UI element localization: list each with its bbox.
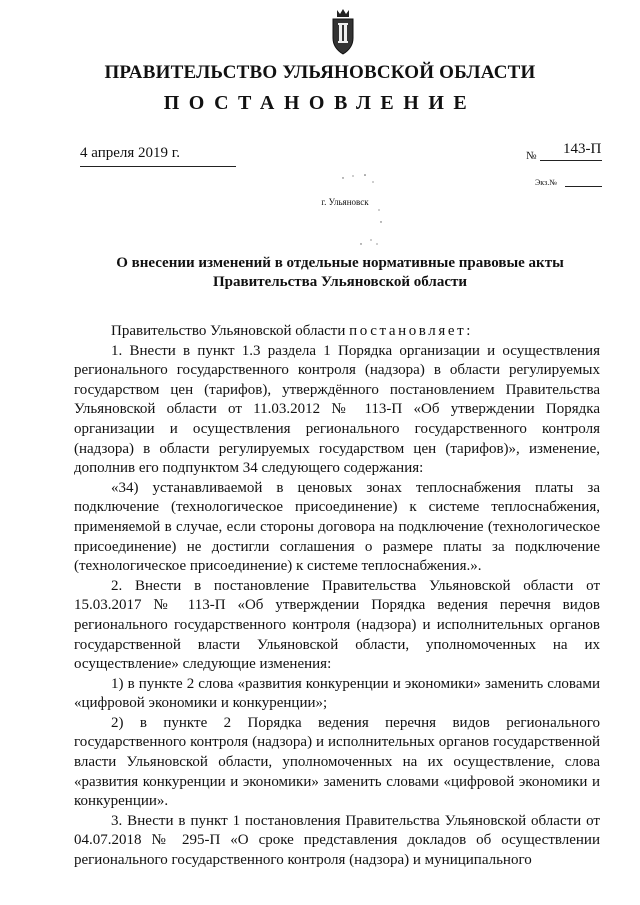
document-heading [60,254,620,292]
document-date: 4 апреля 2019 г. [80,145,180,161]
ulyanovsk-coat-of-arms-icon [330,8,356,56]
paragraph-1-quote: «34) устанавливаемой в ценовых зонах теплоснабжения платы за подключение (технологическое присоединение) к системе теплоснабжения, применяемой в случае, если стороны договора на подключение (технологическое присоединение) не достигли соглашения о размере платы за подключение (технологическое присоединение) к системе теплоснабжения.». [74,479,600,575]
scan-specks [335,170,385,250]
paragraph-1: 1. Внести в пункт 1.3 раздела 1 Порядка организации и осуществления регионального государственного контроля (надзора) в области регулируемых государством цен (тарифов), утверждённого постановлением Правительства Ульяновской области от 11.03.2012 № 113-П «Об утверждении Порядка организации и осуществления регионального государственного контроля (надзора) в области регулируемых государством цен (тарифов)», изменение, дополнив его подпунктом 34 следующего содержания: [74,342,600,477]
intro-action: постановляет: [349,323,474,339]
heading-line-1: О внесении изменений в отдельные нормативные правовые акты [116,255,564,271]
number-label: № [526,150,537,162]
heading-line-2: Правительства Ульяновской области [212,274,468,290]
document-type: ПОСТАНОВЛЕНИЕ [163,92,477,114]
document-body [74,322,600,871]
document-number: 143-П [563,141,602,157]
city-name: г. Ульяновск [321,197,369,207]
paragraph-2: 2. Внести в постановление Правительства Ульяновской области от 15.03.2017 № 113-П «Об утверждении Порядка ведения перечня видов регионального государственного контроля (надзора) и исполнительных органов государственной власти Ульяновской области, уполномоченных на их осуществление» следующие изменения: [74,577,600,673]
number-underline [540,160,602,161]
intro-prefix: Правительство Ульяновской области [111,323,350,339]
date-underline [80,166,236,167]
intro-paragraph [74,322,600,342]
paragraph-3: 3. Внести в пункт 1 постановления Правительства Ульяновской области от 04.07.2018 № 295-П «О сроке представления докладов об осуществлении регионального государственного контроля (надзора) и муниципального [74,812,600,869]
copy-number-underline [565,186,602,187]
paragraph-2-item-2: 2) в пункте 2 Порядка ведения перечня видов регионального государственного контроля (надзора) и исполнительных органов государственной власти Ульяновской области, уполномоченных на их осуществление, слова «развития конкуренции и экономики» заменить словами «цифровой экономики и конкуренции». [74,714,600,810]
copy-number-label: Экз.№ [535,178,557,187]
government-title: ПРАВИТЕЛЬСТВО УЛЬЯНОВСКОЙ ОБЛАСТИ [104,62,536,83]
paragraph-2-item-1: 1) в пункте 2 слова «развития конкуренции и экономики» заменить словами «цифровой экономики и конкуренции»; [74,675,600,712]
